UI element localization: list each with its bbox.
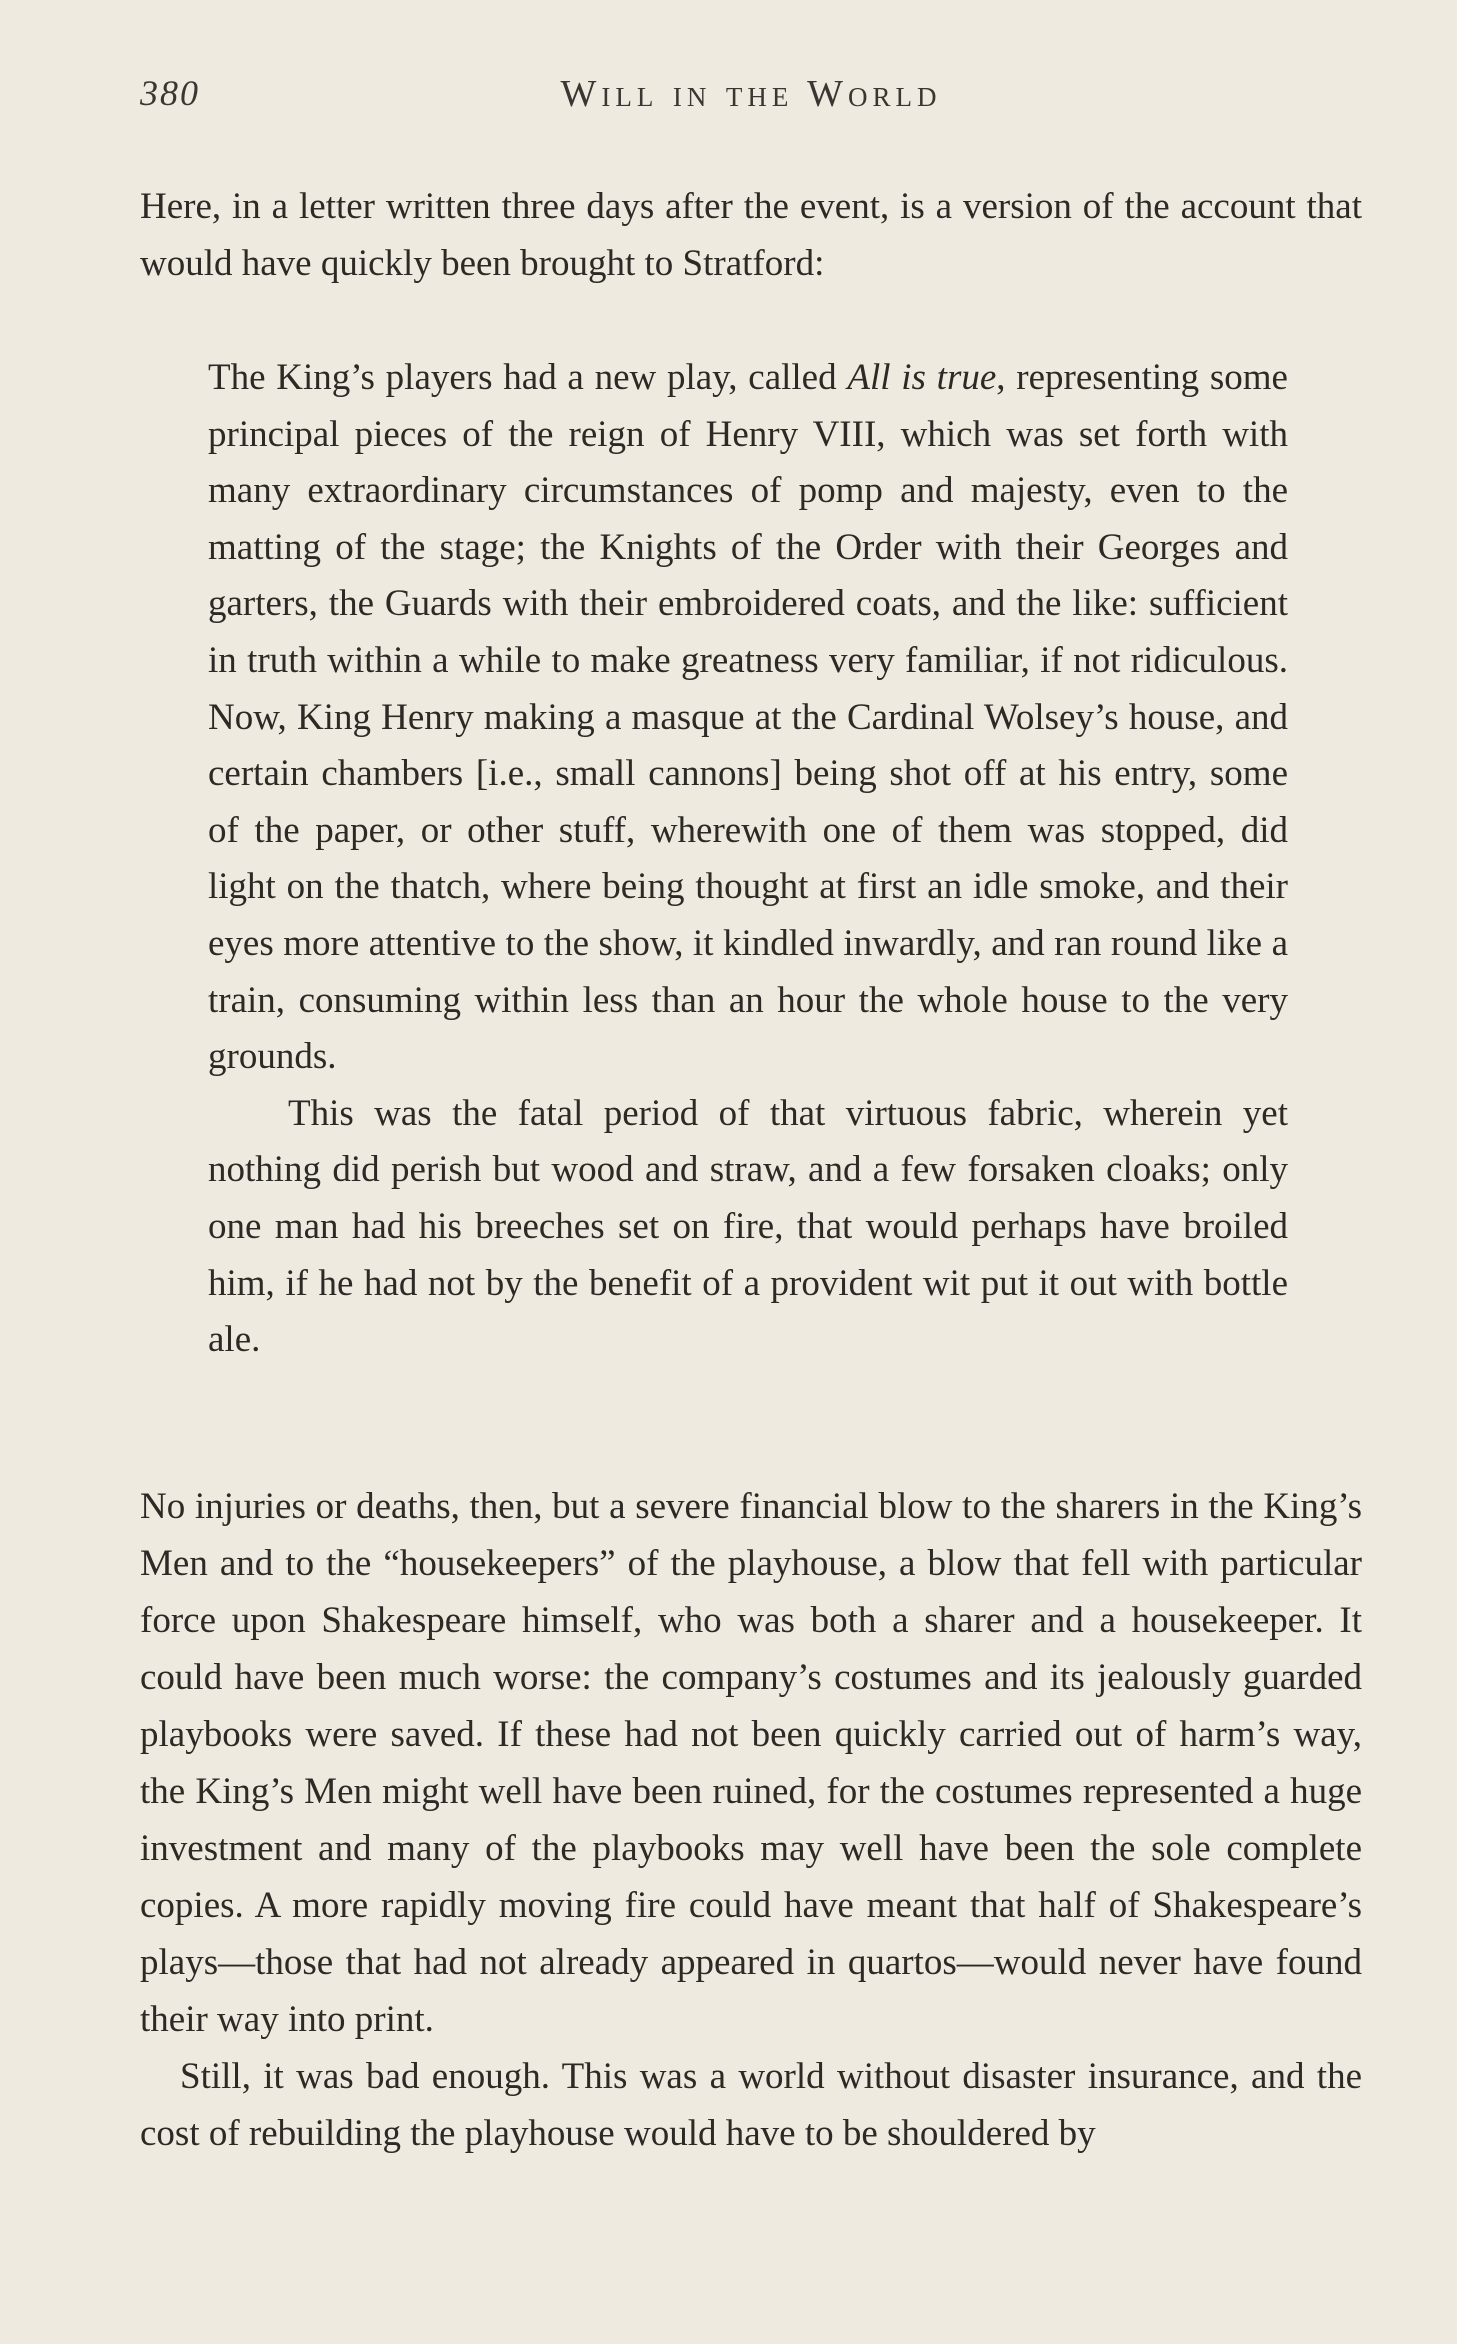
intro-paragraph xyxy=(140,178,1362,292)
book-title: Will in the World xyxy=(560,73,942,115)
page-number: 380 xyxy=(140,73,200,113)
quote-paragraph-1 xyxy=(208,350,1288,1086)
block-quote xyxy=(208,350,1288,1369)
intro-text: Here, in a letter written three days after the event, is a version of the account that would have quickly been brought to Stratford: xyxy=(140,186,1362,284)
running-head xyxy=(140,72,1362,122)
quote-paragraph-2: This was the fatal period of that virtuous fabric, wherein yet nothing did perish but wood and straw, and a few forsaken cloaks; only one man had his breeches set on fire, that would perhaps have broiled him, if he had not by the benefit of a provident wit put it out with bottle ale. xyxy=(208,1092,1288,1361)
body-after-quote xyxy=(140,1478,1362,2162)
body-paragraph-1: No injuries or deaths, then, but a severe financial blow to the sharers in the King’s Men and to the “housekeepers” of the playhouse, a blow that fell with particular force upon Shakespeare himself, who was both a sharer and a housekeeper. It could have been much worse: the company’s costumes and its jealously guarded playbooks were saved. If these had not been quickly carried out of harm’s way, the King’s Men might well have been ruined, for the costumes represented a huge investment and many of the playbooks may well have been the sole complete copies. A more rapidly moving fire could have meant that half of Shakespeare’s plays—those that had not already appeared in quartos—would never have found their way into print. xyxy=(140,1486,1362,2040)
quote-text-rest: , representing some principal pieces of the reign of Henry VIII, which was set forth with many extraordinary circumstances of pomp and majesty, even to the matting of the stage; the Knights of the Order with their Georges and garters, the Guards with their embroidered coats, and the like: sufficient in truth within a while to make greatness very familiar, if not ridiculous. Now, King Henry making a masque at the Cardinal Wolsey’s house, and certain chambers [i.e., small cannons] being shot off at his entry, some of the paper, or other stuff, wherewith one of them was stopped, did light on the thatch, where being thought at first an idle smoke, and their eyes more attentive to the show, it kindled inwardly, and ran round like a train, consuming within less than an hour the whole house to the very grounds. xyxy=(208,357,1288,1078)
quote-text-start: The King’s players had a new play, called xyxy=(208,357,848,398)
play-title: All is true xyxy=(847,357,997,398)
body-paragraph-2: Still, it was bad enough. This was a world without disaster insurance, and the cost of rebuilding the playhouse would have to be shouldered by xyxy=(140,2056,1362,2154)
